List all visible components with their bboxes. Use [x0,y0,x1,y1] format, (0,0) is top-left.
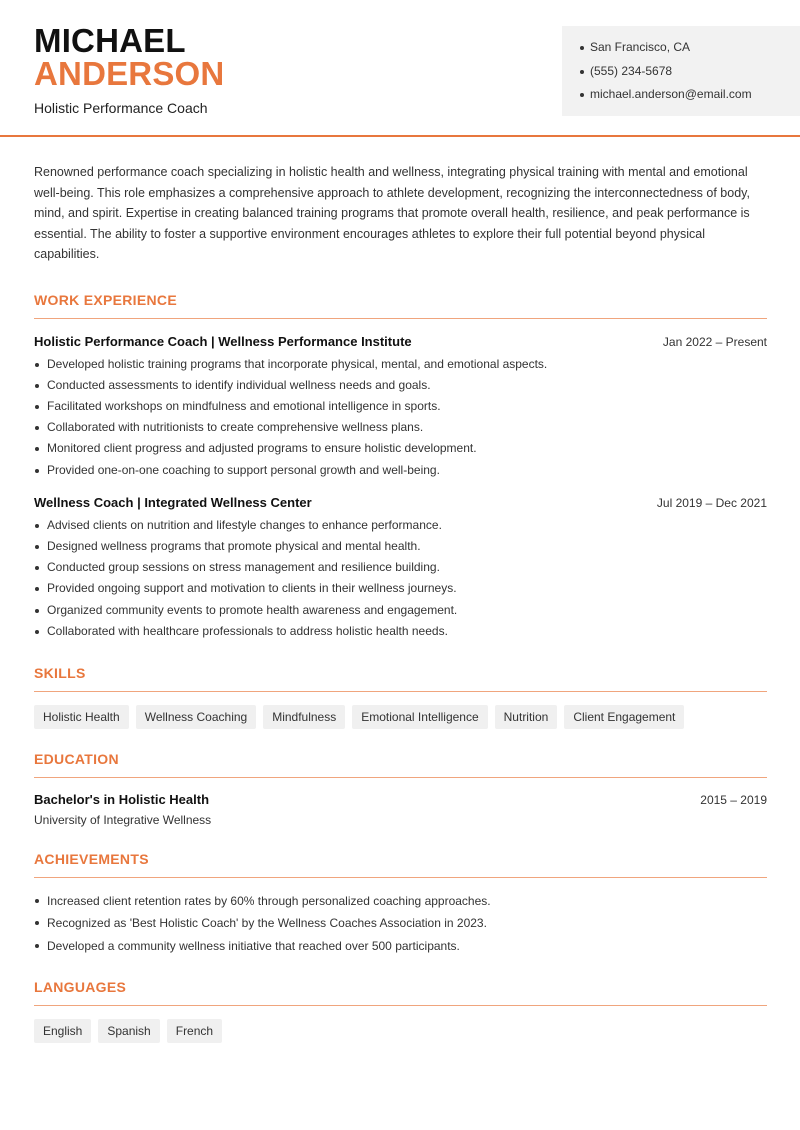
contact-box [562,26,800,116]
school: University of Integrative Wellness [34,812,212,827]
job-dates: Jan 2022 – Present [662,334,767,349]
list-item: Collaborated with healthcare professionals to address holistic health needs. [34,621,767,642]
resume-header [0,0,800,137]
work-experience-heading: WORK EXPERIENCE [34,292,767,319]
contact-phone: (555) 234-5678 [580,60,800,84]
job-role: Holistic Performance Coach | Wellness Performance Institute [34,333,412,349]
list-item: Increased client retention rates by 60% through personalized coaching approaches. [34,890,767,913]
degree: Bachelor's in Holistic Health [34,791,210,807]
contact-location: San Francisco, CA [580,36,800,60]
language-tag: French [167,1019,222,1043]
skills-list [34,705,767,729]
resume-body [34,162,767,1043]
education-dates: 2015 – 2019 [700,792,767,807]
list-item: Designed wellness programs that promote physical and mental health. [34,536,767,557]
languages-heading: LANGUAGES [34,979,767,1006]
skill-tag: Mindfulness [263,705,345,729]
job-role: Wellness Coach | Integrated Wellness Center [34,494,312,510]
skill-tag: Emotional Intelligence [352,705,487,729]
list-item: Organized community events to promote health awareness and engagement. [34,600,767,621]
skill-tag: Nutrition [495,705,558,729]
skill-tag: Wellness Coaching [136,705,257,729]
skill-tag: Holistic Health [34,705,129,729]
list-item: Collaborated with nutritionists to create comprehensive wellness plans. [34,417,767,438]
job-entry [34,495,767,642]
language-tag: English [34,1019,91,1043]
job-bullets [34,354,767,481]
skill-tag: Client Engagement [564,705,684,729]
list-item: Facilitated workshops on mindfulness and emotional intelligence in sports. [34,396,767,417]
list-item: Conducted assessments to identify individual wellness needs and goals. [34,375,767,396]
list-item: Developed holistic training programs that incorporate physical, mental, and emotional aspects. [34,354,767,375]
job-title: Holistic Performance Coach [34,100,208,116]
list-item: Advised clients on nutrition and lifestyle changes to enhance performance. [34,515,767,536]
achievements-heading: ACHIEVEMENTS [34,851,767,878]
list-item: Monitored client progress and adjusted programs to ensure holistic development. [34,438,767,459]
skills-heading: SKILLS [34,665,767,692]
list-item: Developed a community wellness initiative that reached over 500 participants. [34,935,767,958]
job-bullets [34,515,767,642]
list-item: Recognized as 'Best Holistic Coach' by the Wellness Coaches Association in 2023. [34,912,767,935]
languages-list [34,1019,767,1043]
first-name: MICHAEL [34,22,186,59]
achievements-list [34,890,767,958]
contact-email: michael.anderson@email.com [580,83,800,107]
last-name: ANDERSON [34,55,225,92]
education-entry [34,792,767,827]
education-heading: EDUCATION [34,751,767,778]
language-tag: Spanish [98,1019,159,1043]
list-item: Provided ongoing support and motivation to clients in their wellness journeys. [34,578,767,599]
list-item: Provided one-on-one coaching to support personal growth and well-being. [34,460,767,481]
summary: Renowned performance coach specializing in holistic health and wellness, integrating physical training with mental and emotional well-being. This role emphasizes a comprehensive approach to athlete development, recognizing the interconnectedness of body, mind, and spirit. Expertise in creating balanced training programs that promote overall health, resilience, and peak performance is essential. The ability to foster a supportive environment encourages athletes to explore their full potential beyond physical capabilities. [34,165,750,261]
list-item: Conducted group sessions on stress management and resilience building. [34,557,767,578]
job-entry [34,334,767,481]
job-dates: Jul 2019 – Dec 2021 [656,495,767,510]
